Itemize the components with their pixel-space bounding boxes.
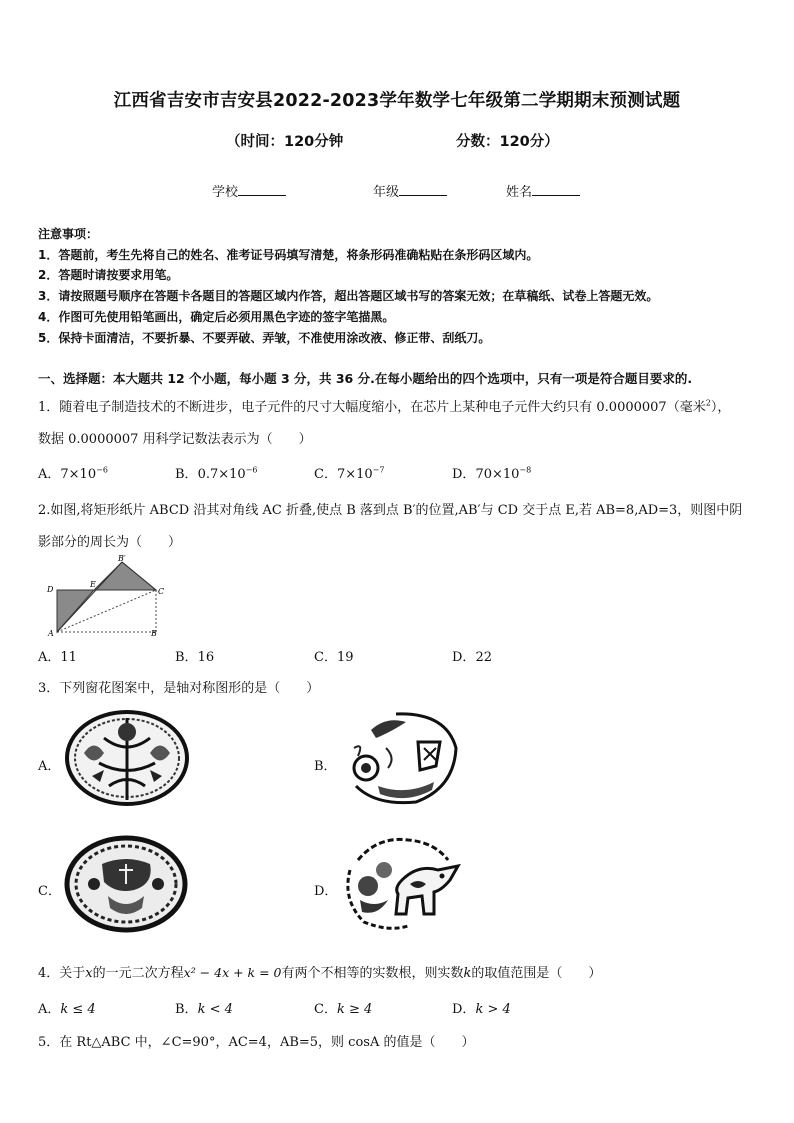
q4-option-a[interactable]: A．k ≤ 4: [38, 1002, 96, 1017]
q2-option-c[interactable]: C．19: [314, 650, 354, 665]
q5-line1: 5．在 Rt△ABC 中，∠C=90°，AC=4，AB=5，则 cosA 的值是（ ）: [38, 1035, 475, 1050]
exam-score: 分数：120分）: [456, 134, 559, 150]
q3-label-a[interactable]: A．: [38, 759, 61, 774]
school-field[interactable]: [212, 181, 286, 200]
q2-option-b[interactable]: B．16: [175, 650, 215, 665]
notice-item: 1．答题前，考生先将自己的姓名、准考证号码填写清楚，将条形码准确粘贴在条形码区域内。: [38, 248, 539, 262]
q1-option-b[interactable]: B．$0.7\times 10^{-6}$: [175, 465, 258, 482]
papercut-d-image[interactable]: [338, 830, 468, 934]
papercut-a-image[interactable]: [64, 708, 190, 808]
grade-blank[interactable]: [399, 183, 447, 196]
q4-option-c[interactable]: C．k ≥ 4: [314, 1002, 373, 1017]
q1-option-a[interactable]: A．$7\times 10^{-6}$: [38, 465, 108, 482]
q3-label-b[interactable]: B．: [314, 759, 337, 774]
q1-option-d[interactable]: D．$70\times 10^{-8}$: [452, 465, 532, 482]
name-field[interactable]: [506, 181, 580, 200]
q2-figure: [44, 552, 169, 638]
shaded-triangle-ecb1: [94, 562, 156, 590]
label-a: A: [48, 629, 54, 638]
name-blank[interactable]: [532, 183, 580, 196]
q1-option-c[interactable]: C．$7\times 10^{-7}$: [314, 465, 385, 482]
school-blank[interactable]: [238, 183, 286, 196]
q4-option-b[interactable]: B．k < 4: [175, 1002, 233, 1017]
notice-item: 5．保持卡面清洁，不要折暴、不要弄破、弄皱，不准使用涂改液、修正带、刮纸刀。: [38, 331, 491, 345]
q2-line2: 影部分的周长为（ ）: [38, 535, 182, 550]
q3-line1: 3．下列窗花图案中，是轴对称图形的是（ ）: [38, 681, 320, 696]
page-title: 江西省吉安市吉安县2022-2023学年数学七年级第二学期期末预测试题: [113, 91, 681, 111]
q2-line1: 2.如图,将矩形纸片 ABCD 沿其对角线 AC 折叠,使点 B 落到点 B′的位置,AB′与 CD 交于点 E,若 AB=8,AD=3，则图中阴: [38, 503, 743, 518]
label-c: C: [158, 587, 165, 596]
notice-item: 3．请按照题号顺序在答题卡各题目的答题区域内作答，超出答题区域书写的答案无效；在草稿纸、试卷上答题无效。: [38, 289, 659, 303]
name-label: 姓名: [506, 185, 533, 200]
q3-label-d[interactable]: D．: [314, 884, 338, 899]
grade-field[interactable]: [373, 181, 447, 200]
q4-option-d[interactable]: D．k > 4: [452, 1002, 511, 1017]
notice-heading: 注意事项：: [38, 227, 99, 241]
papercut-c-image[interactable]: [64, 834, 188, 934]
notice-item: 4．作图可先使用铅笔画出，确定后必须用黑色字迹的签字笔描黑。: [38, 310, 395, 324]
section-heading: 一、选择题：本大题共 12 个小题，每小题 3 分，共 36 分.在每小题给出的四个选项中，只有一项是符合题目要求的.: [38, 371, 693, 386]
label-d: D: [47, 585, 54, 594]
notice-item: 2．答题时请按要求用笔。: [38, 268, 179, 282]
label-b1: B′: [118, 554, 126, 563]
school-label: 学校: [212, 185, 239, 200]
q1-line2: 数据 0.0000007 用科学记数法表示为（ ）: [38, 432, 312, 447]
q4-line1: 4．关于x的一元二次方程x² − 4x + k = 0有两个不相等的实数根，则实数k的取值范围是（ ）: [38, 965, 602, 981]
q2-option-d[interactable]: D．22: [452, 650, 492, 665]
q2-option-a[interactable]: A．11: [38, 650, 77, 665]
q1-line1: 1．随着电子制造技术的不断进步，电子元件的尺寸大幅度缩小，在芯片上某种电子元件大约只有 0.0000007（毫米$^2$），: [38, 398, 731, 415]
exam-time: （时间：120分钟: [226, 134, 344, 150]
grade-label: 年级: [373, 185, 400, 200]
papercut-b-image[interactable]: [336, 708, 466, 808]
q3-label-c[interactable]: C．: [38, 884, 61, 899]
label-b: B: [151, 629, 157, 638]
label-e: E: [90, 580, 96, 589]
